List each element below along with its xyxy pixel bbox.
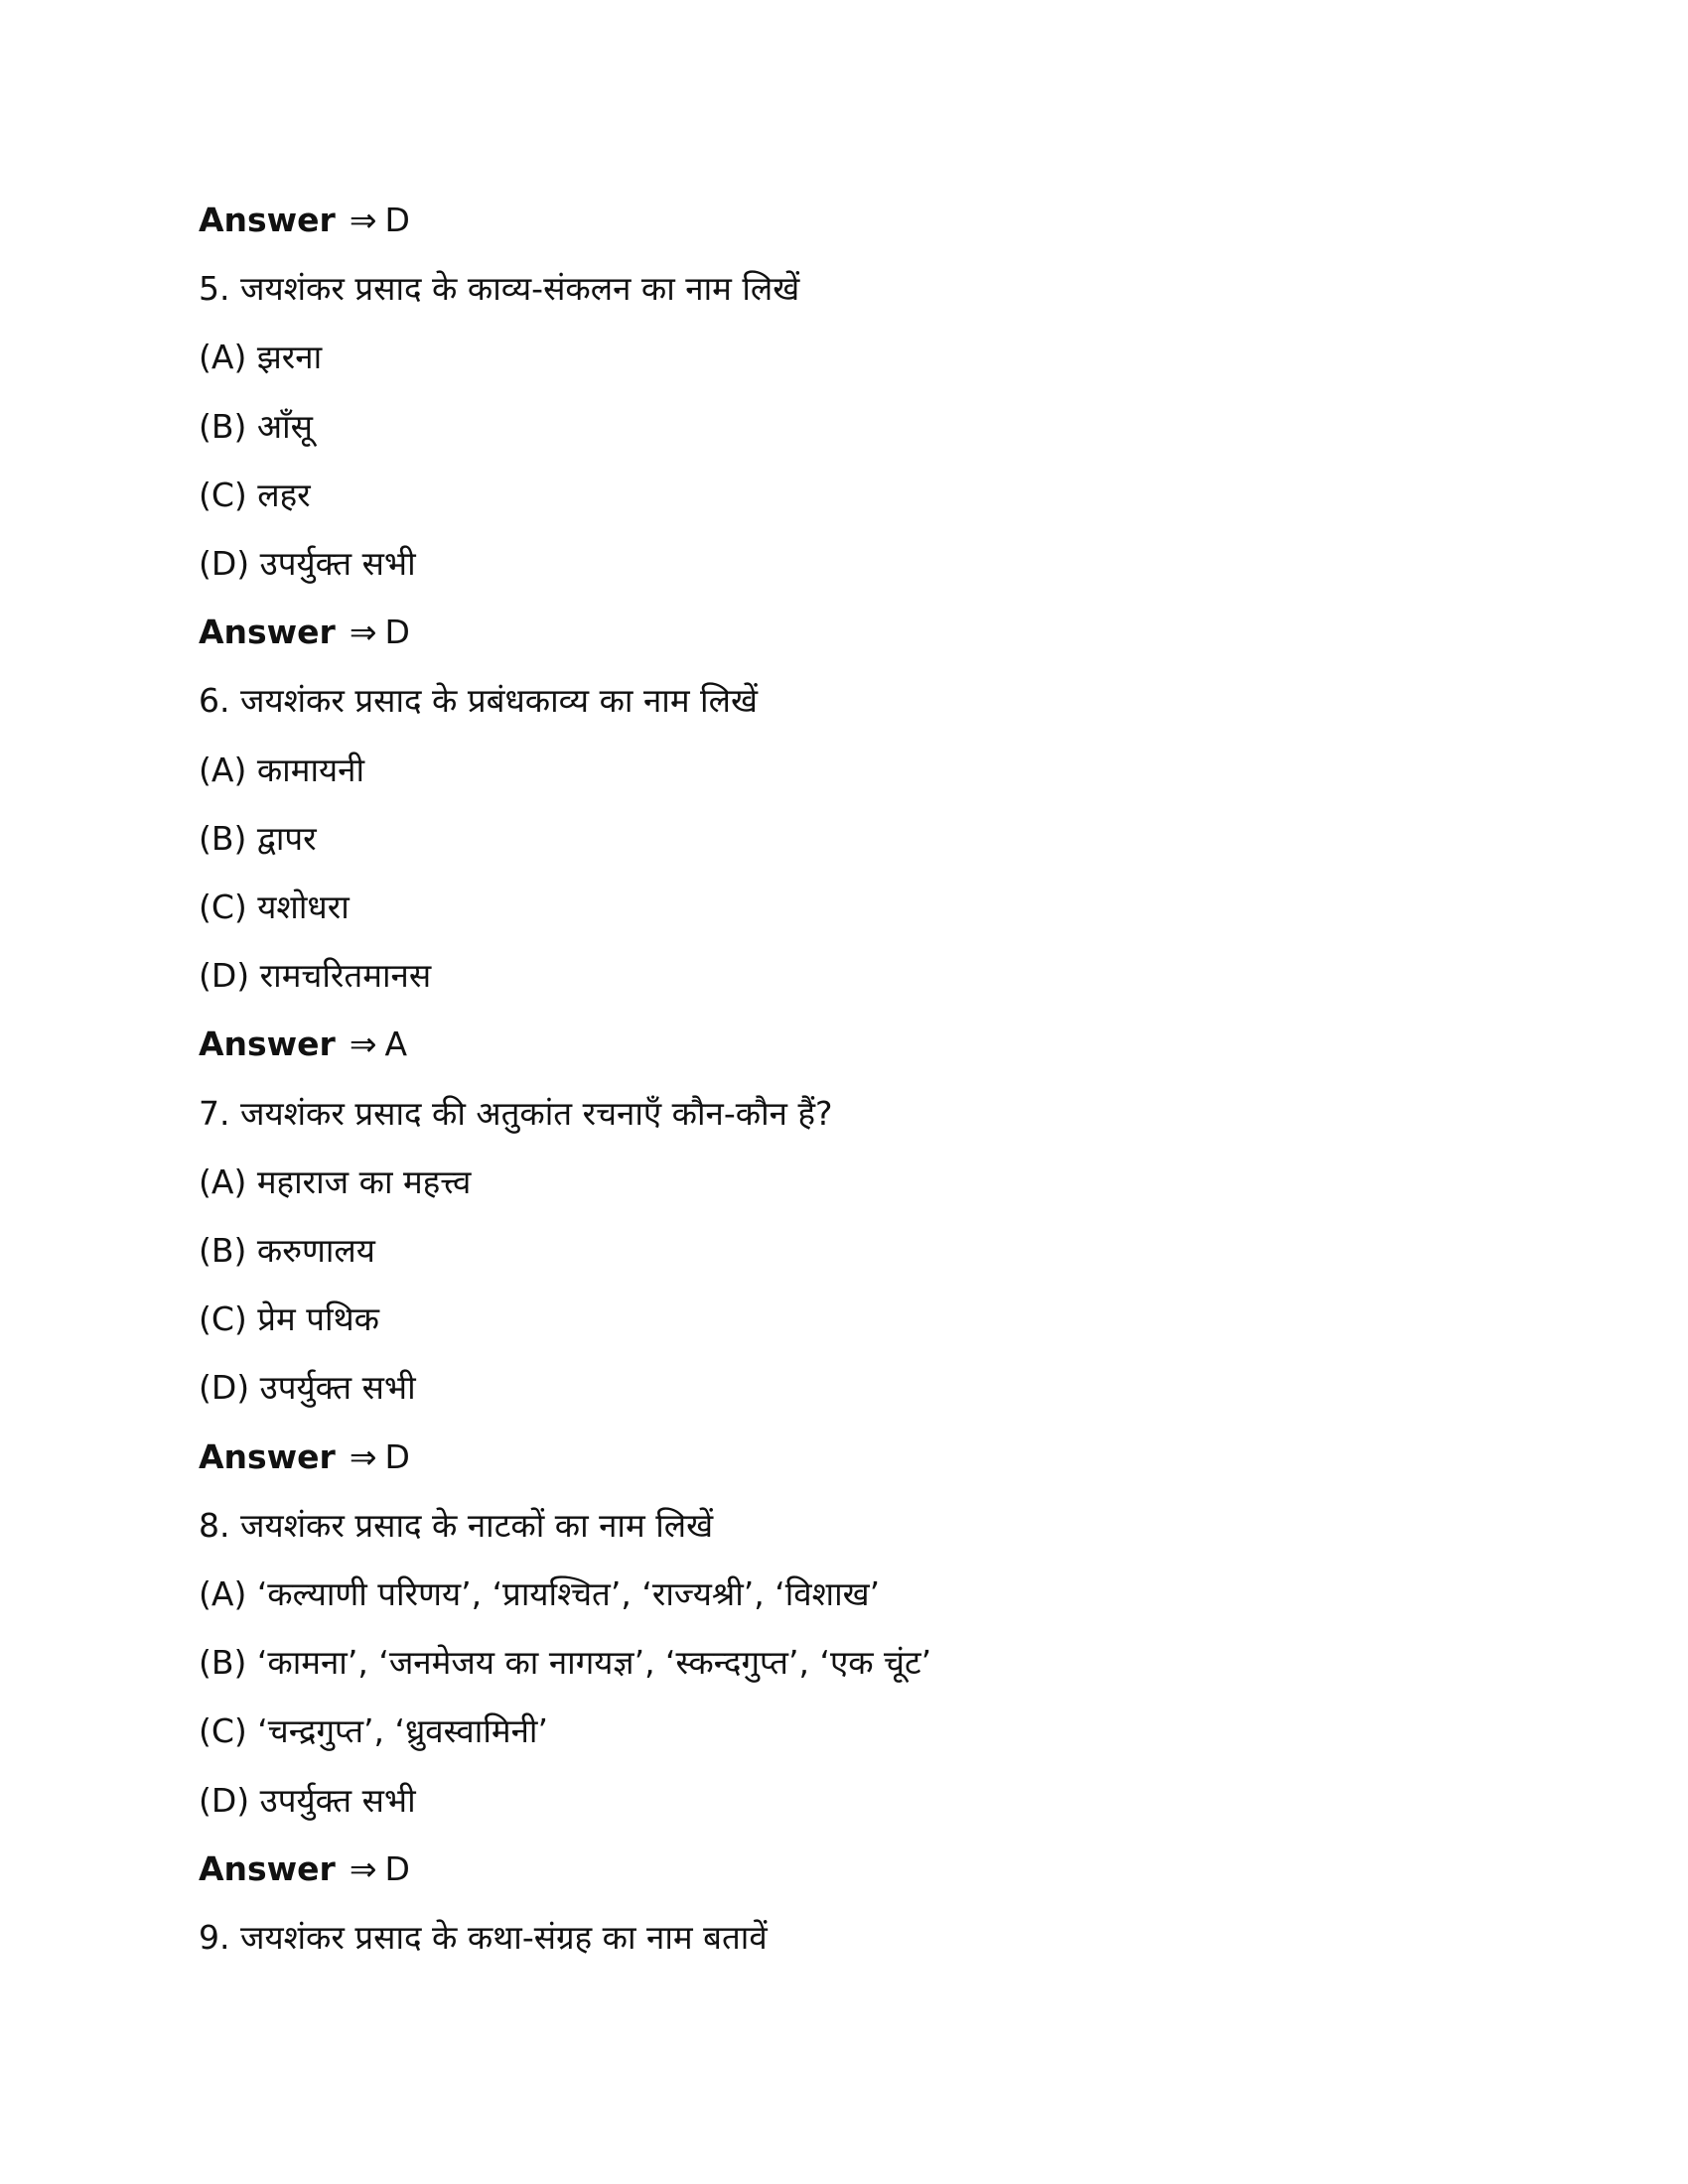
answer-value: D (384, 1436, 410, 1476)
answer-value: A (384, 1024, 408, 1064)
answer-arrow: ⇒ (349, 201, 377, 239)
option-text: (B) द्वापर (199, 818, 317, 858)
option-text: (D) उपर्युक्त सभी (199, 1780, 416, 1820)
option-text: (C) प्रेम पथिक (199, 1299, 380, 1339)
answer-line (199, 1433, 410, 1481)
option-text: (C) यशोधरा (199, 887, 350, 926)
option-text: (B) ‘कामना’, ‘जनमेजय का नागयज्ञ’, ‘स्कन्दगुप्त’, ‘एक चूंट’ (199, 1643, 932, 1683)
answer-label: Answer (199, 201, 336, 239)
answer-value: D (384, 613, 410, 652)
answer-arrow: ⇒ (349, 1024, 377, 1064)
question-text: 7. जयशंकर प्रसाद की अतुकांत रचनाएँ कौन-कौन हैं? (199, 1093, 833, 1133)
option-text: (A) महाराज का महत्त्व (199, 1161, 472, 1201)
option-text: (B) करुणालय (199, 1231, 375, 1270)
answer-line (199, 1021, 407, 1068)
option-text: (A) ‘कल्याणी परिणय’, ‘प्रायश्चित’, ‘राज्यश्री’, ‘विशाख’ (199, 1574, 881, 1613)
option-text: (C) लहर (199, 475, 311, 514)
option-text: (A) झरना (199, 338, 323, 377)
question-text: 6. जयशंकर प्रसाद के प्रबंधकाव्य का नाम लिखें (199, 681, 758, 721)
answer-line (199, 1845, 410, 1893)
question-text: 8. जयशंकर प्रसाद के नाटकों का नाम लिखें (199, 1505, 714, 1545)
answer-arrow: ⇒ (349, 1436, 377, 1476)
answer-arrow: ⇒ (349, 1848, 377, 1888)
answer-line (199, 197, 410, 244)
option-text: (D) उपर्युक्त सभी (199, 544, 416, 583)
answer-label: Answer (199, 1436, 336, 1476)
answer-label: Answer (199, 1024, 336, 1064)
answer-label: Answer (199, 613, 336, 652)
answer-value: D (384, 1848, 410, 1888)
option-text: (A) कामायनी (199, 750, 364, 789)
answer-arrow: ⇒ (349, 613, 377, 652)
option-text: (B) आँसू (199, 406, 313, 446)
answer-value: D (384, 201, 410, 239)
option-text: (D) रामचरितमानस (199, 956, 432, 996)
question-text: 5. जयशंकर प्रसाद के काव्य-संकलन का नाम लिखें (199, 269, 800, 309)
question-text: 9. जयशंकर प्रसाद के कथा-संग्रह का नाम बतावें (199, 1918, 768, 1957)
answer-line (199, 609, 410, 656)
answer-label: Answer (199, 1848, 336, 1888)
option-text: (D) उपर्युक्त सभी (199, 1368, 416, 1408)
option-text: (C) ‘चन्द्रगुप्त’, ‘ध्रुवस्वामिनी’ (199, 1711, 548, 1751)
